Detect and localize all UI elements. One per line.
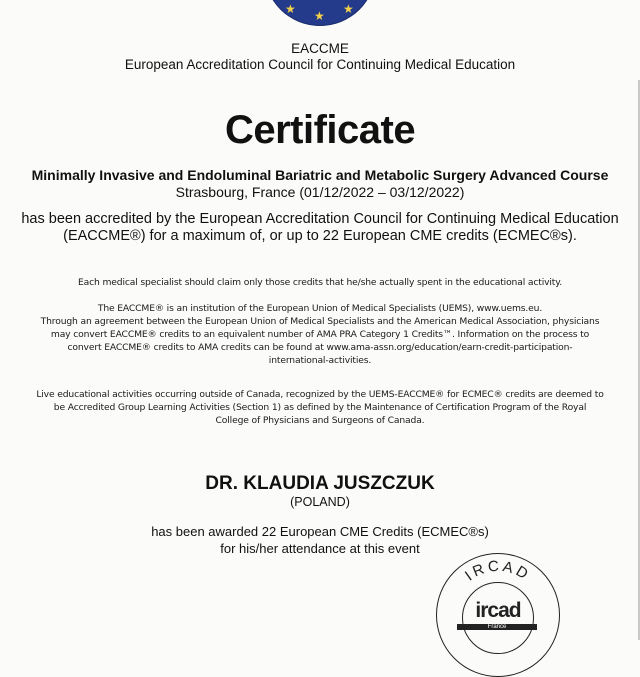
claim-note: Each medical specialist should claim only those credits that he/she actually spent in the educational activity.	[78, 277, 562, 288]
org-full-name: European Accreditation Council for Continuing Medical Education	[124, 57, 516, 72]
canada-note-line: College of Physicians and Surgeons of Canada.	[215, 415, 425, 426]
canada-note-line: be Accredited Group Learning Activities (Section 1) as defined by the Maintenance of Certification Program of the Royal	[53, 402, 587, 413]
star-icon: ★	[314, 9, 325, 23]
course-location-dates: Strasbourg, France (01/12/2022 – 03/12/2022)	[175, 184, 465, 200]
canada-note-line: Live educational activities occurring outside of Canada, recognized by the UEMS-EACCME® for ECMEC® credits are deemed to	[36, 389, 604, 400]
uems-note	[0, 302, 640, 367]
uems-note-line: international-activities.	[268, 355, 372, 366]
canada-note	[0, 388, 640, 427]
star-icon: ★	[343, 2, 354, 16]
awarded-line-2: for his/her attendance at this event	[220, 541, 420, 556]
ircad-logo: ircad	[475, 599, 521, 622]
uems-note-line: Through an agreement between the European Union of Medical Specialists and the American Medical Association, physicians	[40, 316, 600, 327]
uems-note-line: may convert EACCME® credits to an equivalent number of AMA PRA Category 1 Credits™. Information on the process to	[50, 329, 590, 340]
star-icon: ★	[285, 2, 296, 16]
stamp-subtext: France	[487, 624, 507, 630]
org-abbreviation: EACCME	[291, 41, 349, 56]
course-name: Minimally Invasive and Endoluminal Bariatric and Metabolic Surgery Advanced Course	[31, 167, 609, 183]
accreditation-line-1: has been accredited by the European Accreditation Council for Continuing Medical Education	[21, 211, 619, 227]
eu-stars-circle-icon	[264, 0, 376, 26]
awarded-line-1: has been awarded 22 European CME Credits (ECMEC®s)	[151, 524, 489, 539]
svg-text:IRCAD: IRCAD	[461, 557, 534, 585]
uems-note-line: The EACCME® is an institution of the European Union of Medical Specialists (UEMS), www.uems.eu.	[97, 303, 543, 314]
accreditation-line-2: (EACCME®) for a maximum of, or up to 22 European CME credits (ECMEC®s).	[63, 228, 577, 244]
uems-note-line: convert EACCME® credits to AMA credits can be found at www.ama-assn.org/education/earn-credit-participation-	[67, 342, 573, 353]
recipient-name: DR. KLAUDIA JUSZCZUK	[205, 473, 435, 494]
certificate-title: Certificate	[224, 108, 416, 152]
ircad-stamp	[436, 553, 560, 677]
recipient-country: (POLAND)	[290, 495, 350, 509]
